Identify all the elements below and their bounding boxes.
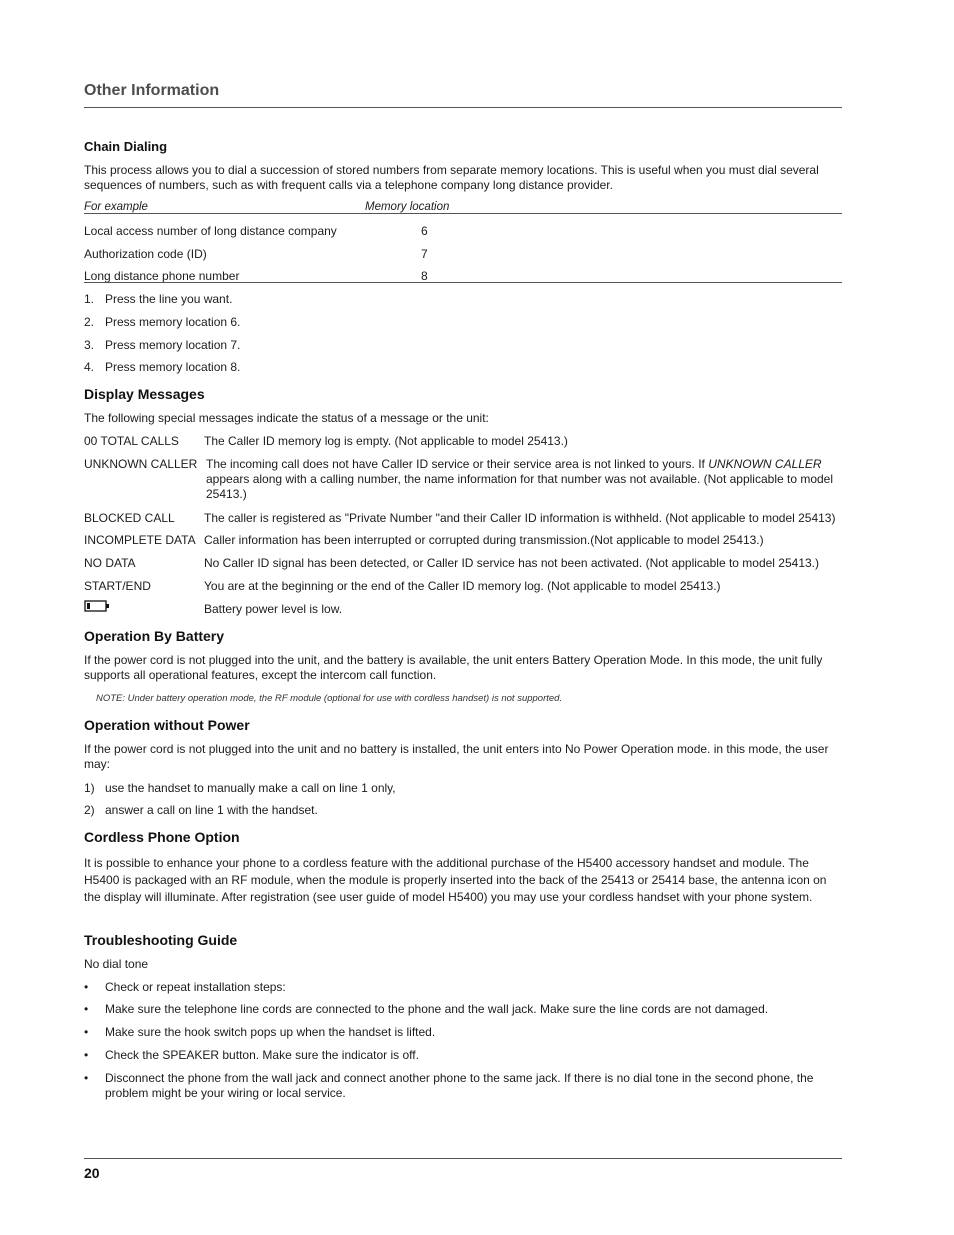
- item-text: answer a call on line 1 with the handset.: [105, 803, 318, 817]
- footer-rule: [84, 1158, 842, 1159]
- display-messages-intro: The following special messages indicate the status of a message or the unit:: [84, 411, 489, 425]
- item-number: 1): [84, 781, 95, 795]
- table-header-location: Memory location: [365, 201, 450, 213]
- table-cell: Local access number of long distance company: [84, 224, 337, 238]
- step-text: Press memory location 7.: [105, 338, 241, 352]
- message-desc: The Caller ID memory log is empty. (Not applicable to model 25413.): [204, 434, 568, 448]
- table-bottom-rule: [84, 282, 842, 283]
- table-cell: 6: [421, 224, 428, 238]
- battery-note: NOTE: Under battery operation mode, the RF module (optional for use with cordless handset) is not supported.: [96, 693, 563, 704]
- message-desc: Battery power level is low.: [204, 602, 343, 616]
- table-row: [84, 247, 842, 263]
- step-text: Press memory location 8.: [105, 360, 241, 374]
- step-text: Press the line you want.: [105, 292, 233, 306]
- step-number: 2.: [84, 315, 95, 329]
- cordless-heading: Cordless Phone Option: [84, 829, 240, 845]
- message-desc: You are at the beginning or the end of the Caller ID memory log. (Not applicable to model 25413.): [204, 579, 721, 593]
- table-header-rule: [84, 213, 842, 214]
- bullet: •: [84, 1025, 89, 1039]
- table-cell: 7: [421, 247, 428, 261]
- message-desc: Caller information has been interrupted or corrupted during transmission.(Not applicable to model 25413.): [204, 533, 764, 547]
- battery-low-icon: [84, 599, 110, 613]
- message-key: 00 TOTAL CALLS: [84, 434, 179, 448]
- message-key: NO DATA: [84, 556, 136, 570]
- troubleshooting-heading: Troubleshooting Guide: [84, 932, 238, 948]
- battery-heading: Operation By Battery: [84, 628, 225, 644]
- message-key: START/END: [84, 579, 151, 593]
- message-key: UNKNOWN CALLER: [84, 457, 198, 471]
- step-number: 1.: [84, 292, 95, 306]
- bullet: •: [84, 980, 89, 994]
- cordless-body: It is possible to enhance your phone to a cordless feature with the additional purchase of the H5400 accessory handset and module. The H5400 is packaged with an RF module, when the module is properly inserted into the back of the 25413 or 25414 base, the antenna icon on the display will illuminate. After registration (see user guide of model H5400) you may use your cordless handset with your phone system.: [84, 856, 827, 904]
- bullet: •: [84, 1048, 89, 1062]
- bullet-text: Check or repeat installation steps:: [105, 980, 286, 994]
- message-desc: The caller is registered as "Private Number "and their Caller ID information is withheld. (Not applicable to model 25413): [204, 511, 836, 525]
- bullet-text: Make sure the telephone line cords are connected to the phone and the wall jack. Make sure the line cords are not damaged.: [105, 1002, 769, 1016]
- header-rule: [84, 107, 842, 108]
- message-desc-part: The incoming call does not have Caller ID service or their service area is not linked to yours. If: [206, 457, 709, 471]
- message-key: BLOCKED CALL: [84, 511, 175, 525]
- message-desc: [206, 457, 842, 502]
- chain-dialing-intro: This process allows you to dial a succession of stored numbers from separate memory locations. This is useful when you must dial several sequences of numbers, such as with frequent calls via a telephone company long distance provider.: [84, 163, 819, 192]
- bullet: •: [84, 1071, 89, 1085]
- item-number: 2): [84, 803, 95, 817]
- step-text: Press memory location 6.: [105, 315, 241, 329]
- chain-dialing-heading: Chain Dialing: [84, 139, 168, 154]
- troubleshooting-subtitle: No dial tone: [84, 957, 149, 971]
- bullet-text: Make sure the hook switch pops up when the handset is lifted.: [105, 1025, 436, 1039]
- message-key: INCOMPLETE DATA: [84, 533, 196, 547]
- table-row: [84, 224, 842, 240]
- table-cell: 8: [421, 269, 428, 283]
- message-desc: No Caller ID signal has been detected, or Caller ID service has not been activated. (Not applicable to model 25413.): [204, 556, 820, 570]
- no-power-body: If the power cord is not plugged into the unit and no battery is installed, the unit enters into No Power Operation mode. in this mode, the user may:: [84, 742, 829, 771]
- bullet-text: Check the SPEAKER button. Make sure the indicator is off.: [105, 1048, 419, 1062]
- item-text: use the handset to manually make a call on line 1 only,: [105, 781, 396, 795]
- page-header-title: Other Information: [84, 82, 220, 99]
- bullet-text: Disconnect the phone from the wall jack and connect another phone to the same jack. If there is no dial tone in the second phone, the problem might be your wiring or local service.: [105, 1071, 814, 1100]
- table-cell: Long distance phone number: [84, 269, 240, 283]
- display-messages-heading: Display Messages: [84, 386, 205, 402]
- page-number: 20: [84, 1165, 100, 1181]
- battery-body: If the power cord is not plugged into the unit, and the battery is available, the unit enters Battery Operation Mode. In this mode, the unit fully supports all operational features, except the intercom call function.: [84, 653, 823, 682]
- memory-table-header: [84, 201, 842, 217]
- step-number: 3.: [84, 338, 95, 352]
- no-power-heading: Operation without Power: [84, 717, 250, 733]
- table-cell: Authorization code (ID): [84, 247, 207, 261]
- table-header-example: For example: [84, 201, 148, 213]
- bullet: •: [84, 1002, 89, 1016]
- message-desc-part: appears along with a calling number, the name information for that number was not available. (Not applicable to model 25413.): [206, 472, 834, 501]
- message-desc-emphasis: UNKNOWN CALLER: [708, 457, 822, 471]
- step-number: 4.: [84, 360, 95, 374]
